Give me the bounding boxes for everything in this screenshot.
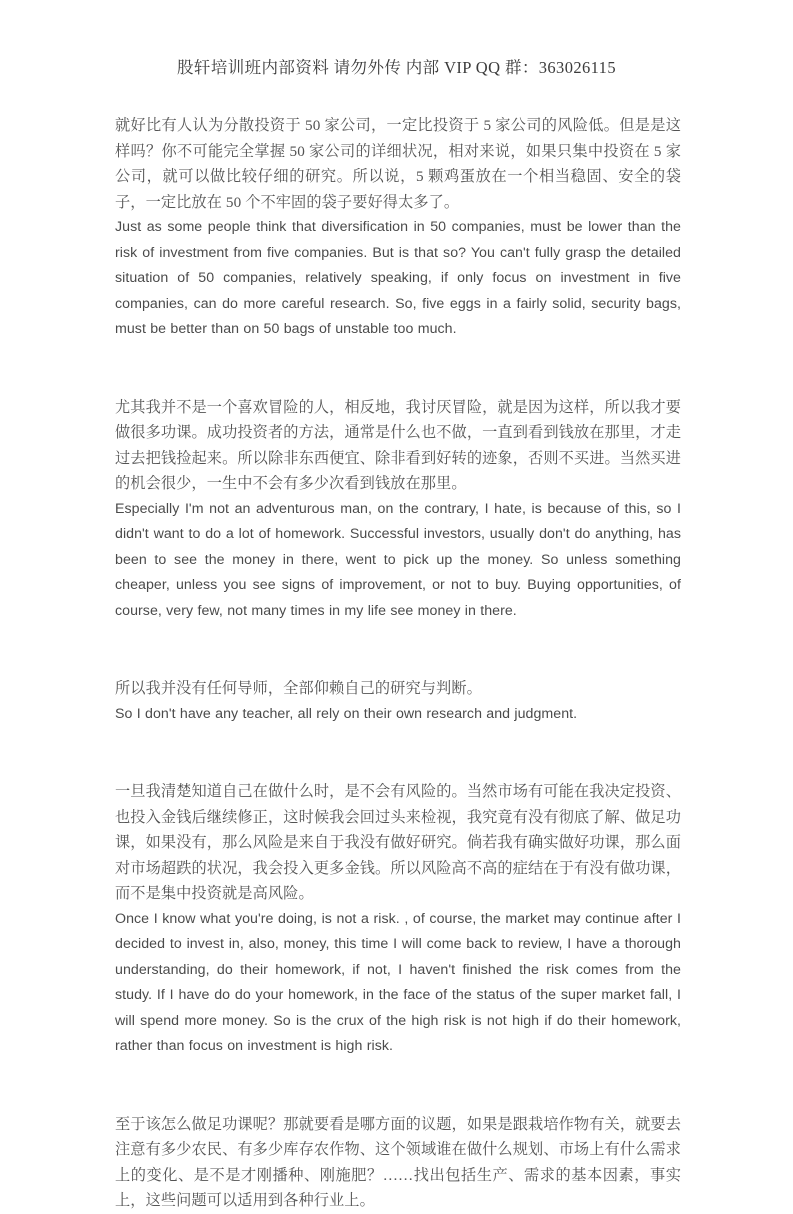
paragraph-english: Once I know what you're doing, is not a risk. , of course, the market may continue after I decided to invest in, also, money, this time I will come back to review, I have a thorough understanding, do their homework, if not, I haven't finished the risk comes from the study. If I have do do your homework, in the face of the status of the super market fall, I will spend more money. So is the crux of the high risk is not high if do their homework, rather than focus on investment is high risk. bbox=[115, 910, 681, 1054]
paragraph-chinese: 就好比有人认为分散投资于 50 家公司，一定比投资于 5 家公司的风险低。但是是这样吗？你不可能完全掌握 50 家公司的详细状况，相对来说，如果只集中投资在 5 家公司，就可以做比较仔细的研究。所以说，5 颗鸡蛋放在一个相当稳固、安全的袋子，一定比放在 50 个不牢固的袋子要好得太多了。 bbox=[115, 117, 681, 211]
text-block-1 bbox=[115, 113, 681, 343]
text-block-3 bbox=[115, 676, 681, 727]
paragraph-english: Just as some people think that diversification in 50 companies, must be lower than the risk of investment from five companies. But is that so? You can't fully grasp the detailed situation of 50 companies, relatively speaking, if only focus on investment in five companies, can do more careful research. So, five eggs in a fairly solid, security bags, must be better than on 50 bags of unstable too much. bbox=[115, 219, 681, 337]
paragraph-chinese: 尤其我并不是一个喜欢冒险的人，相反地，我讨厌冒险，就是因为这样，所以我才要做很多功课。成功投资者的方法，通常是什么也不做，一直到看到钱放在那里，才走过去把钱捡起来。所以除非东西便宜、除非看到好转的迹象，否则不买进。当然买进的机会很少，一生中不会有多少次看到钱放在那里。 bbox=[115, 398, 681, 492]
text-block-5 bbox=[115, 1112, 681, 1214]
paragraph-chinese: 至于该怎么做足功课呢？那就要看是哪方面的议题，如果是跟栽培作物有关，就要去注意有多少农民、有多少库存农作物、这个领域谁在做什么规划、市场上有什么需求上的变化、是不是才刚播种、刚施肥？……找出包括生产、需求的基本因素，事实上，这些问题可以适用到各种行业上。 bbox=[115, 1115, 681, 1209]
paragraph-chinese: 所以我并没有任何导师，全部仰赖自己的研究与判断。 bbox=[115, 680, 482, 697]
document-header: 股轩培训班内部资料 请勿外传 内部 VIP QQ 群：363026115 bbox=[177, 58, 616, 77]
document-body bbox=[115, 113, 681, 1214]
paragraph-english: So I don't have any teacher, all rely on their own research and judgment. bbox=[115, 705, 578, 722]
paragraph-chinese: 一旦我清楚知道自己在做什么时，是不会有风险的。当然市场有可能在我决定投资、也投入金钱后继续修正，这时候我会回过头来检视，我究竟有没有彻底了解、做足功课，如果没有，那么风险是来自于我没有做好研究。倘若我有确实做好功课，那么面对市场超跌的状况，我会投入更多金钱。所以风险高不高的症结在于有没有做功课，而不是集中投资就是高风险。 bbox=[115, 783, 681, 902]
paragraph-english: Especially I'm not an adventurous man, on the contrary, I hate, is because of this, so I didn't want to do a lot of homework. Successful investors, usually don't do anything, has been to see the money in there, went to pick up the money. So unless something cheaper, unless you see signs of improvement, or not to buy. Buying opportunities, of course, very few, not many times in my life see money in there. bbox=[115, 500, 681, 619]
text-block-4 bbox=[115, 779, 681, 1060]
text-block-2 bbox=[115, 395, 681, 625]
